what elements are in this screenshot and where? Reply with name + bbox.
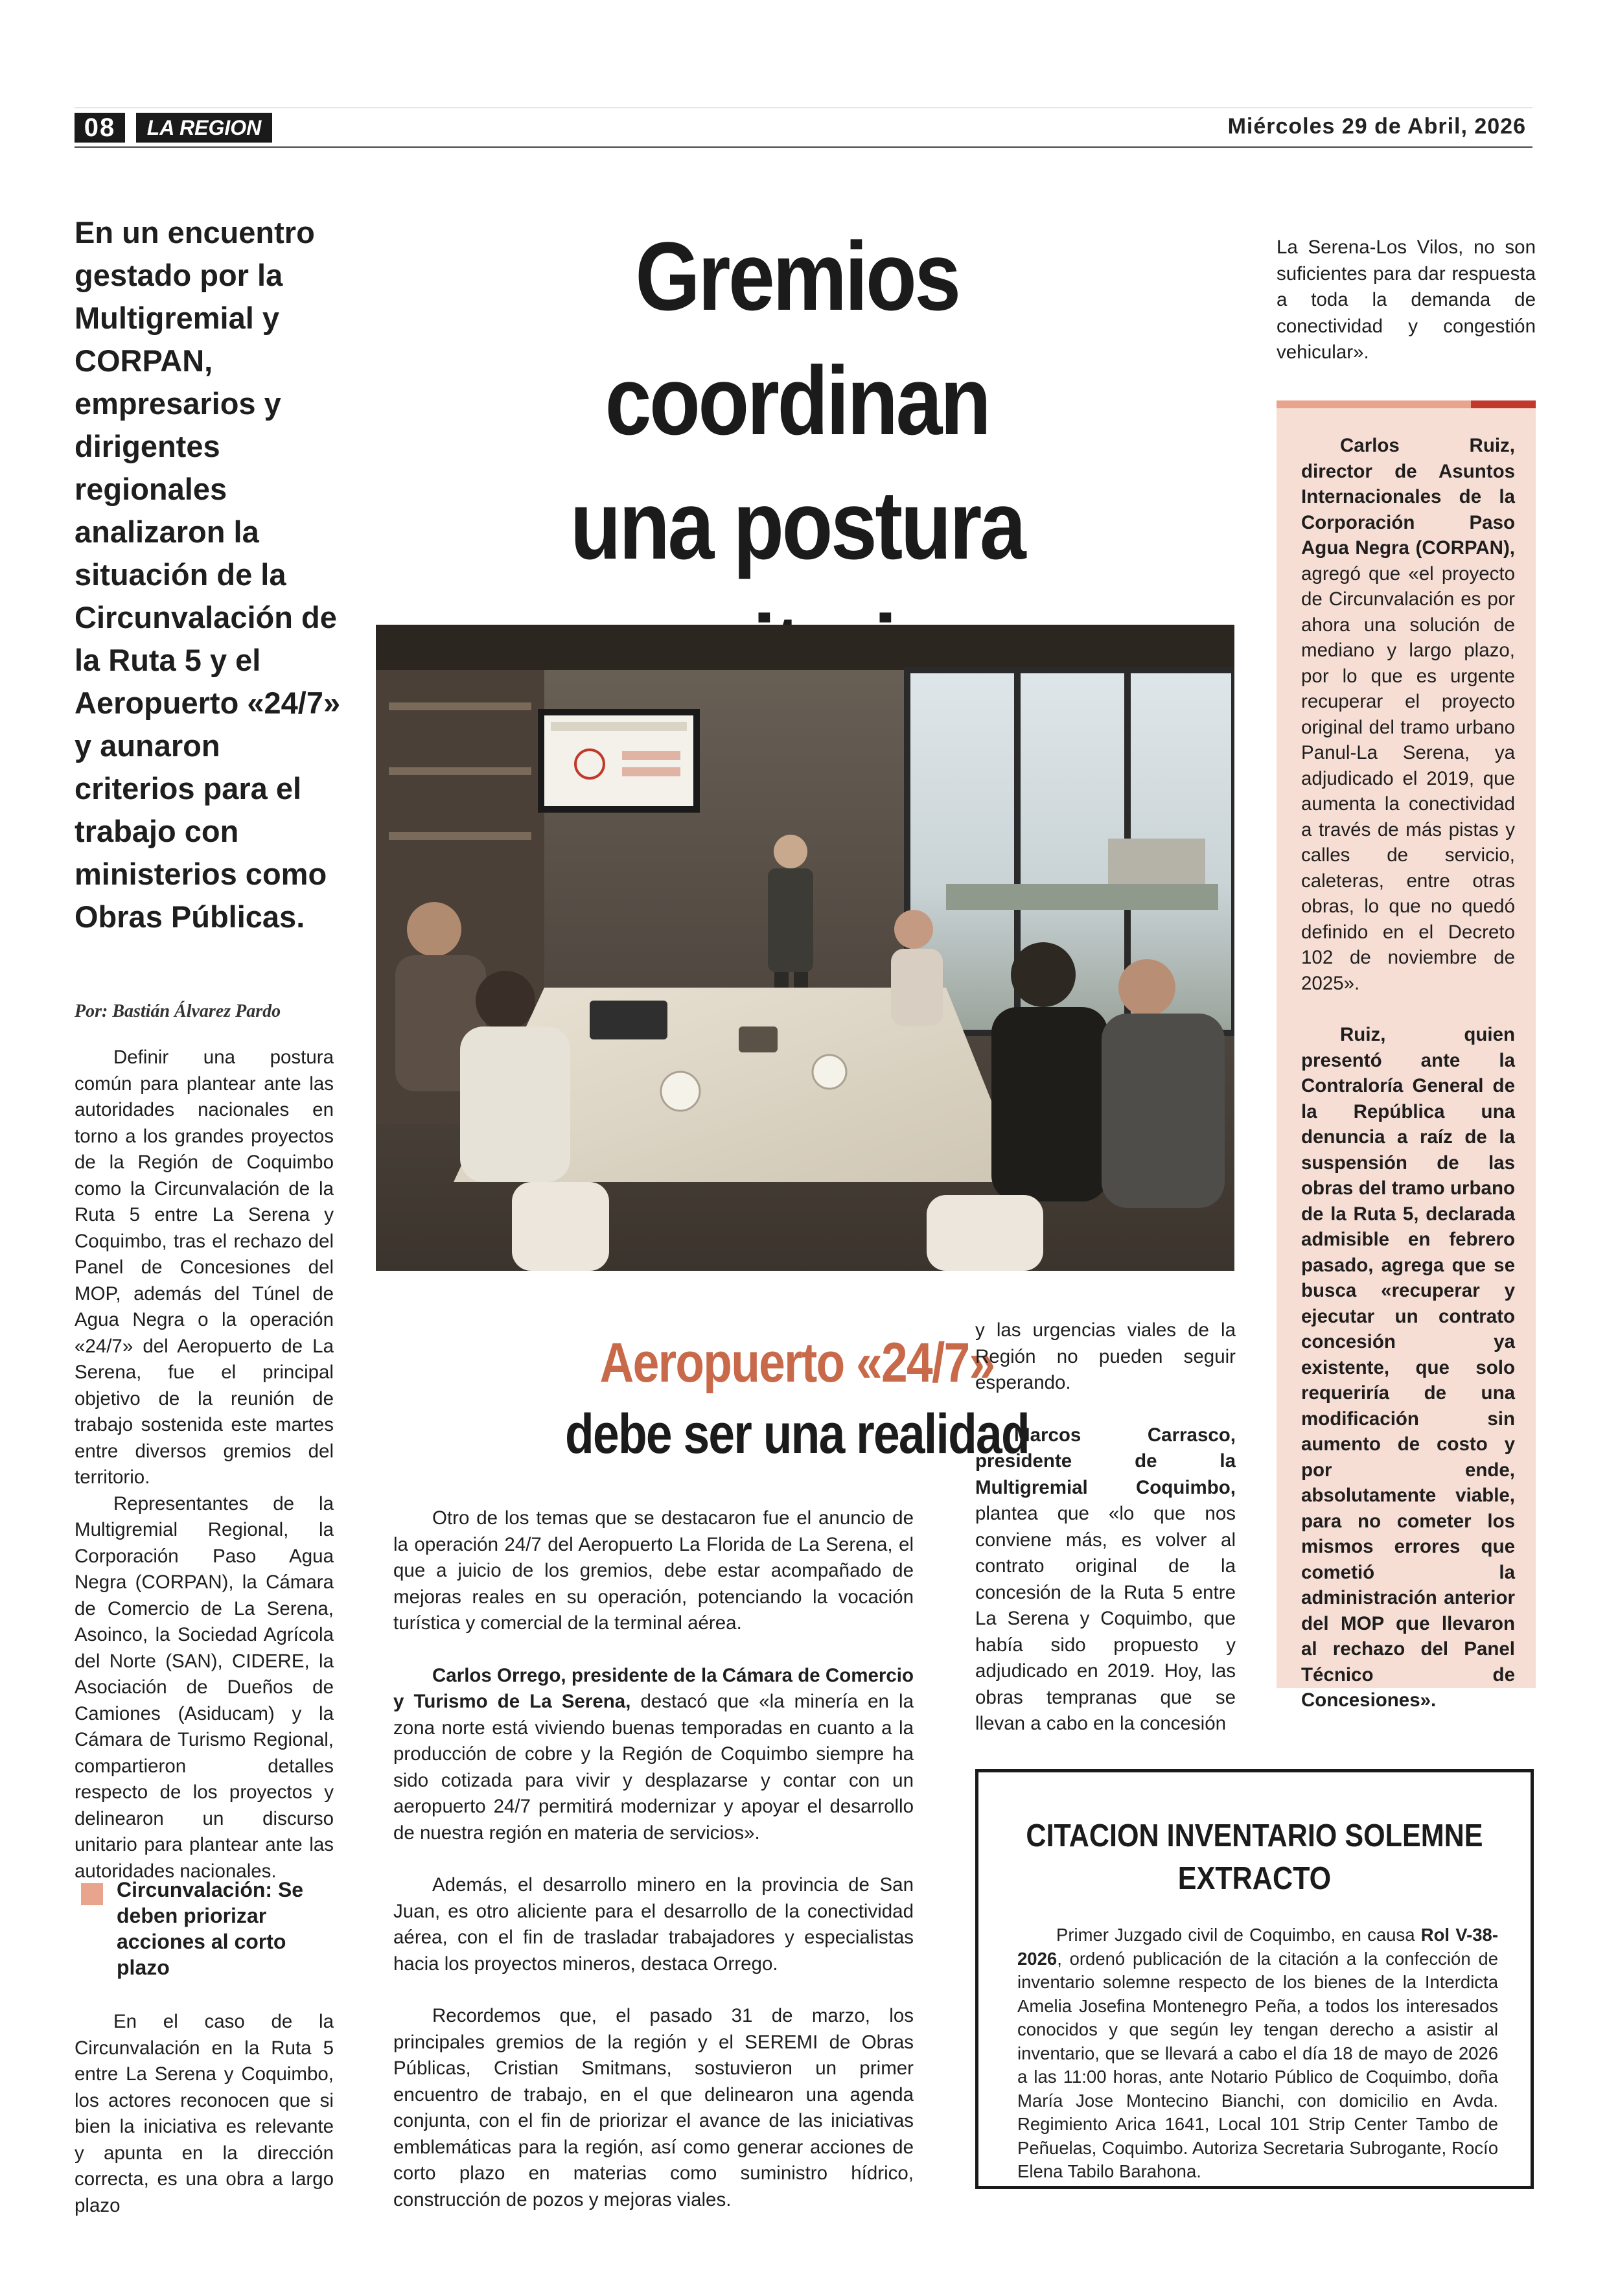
quote-text: destacó que «la minería en la zona norte está viviendo buenas temporadas en cuanto a la producción de cobre y la Región de Coquimbo siempre ha sido cotizada para vivir y desplazarse y contar con un aeropuerto 24/7 permitirá modernizar y apoyar el desarrollo de nuestra región en materia de servicios». [393, 1691, 914, 1844]
side-box-text [1301, 433, 1515, 1713]
headline-line-1: Gremios coordinan [605, 222, 989, 455]
paragraph: En el caso de la Circunvalación en la Ruta 5 entre La Serena y Coquimbo, los actores reconocen que si bien la iniciativa es relevante y apunta en la dirección correcta, es una obra a largo plazo [75, 2011, 334, 2216]
meeting-photo [376, 625, 1234, 1271]
subheadline-black: debe ser una realidad [565, 1403, 1029, 1465]
quote-text-bold: Ruiz, quien presentó ante la Contraloría General de la República una denuncia a raíz de la suspensión de las obras del tramo urbano de la Ruta 5, declarada admisible en febrero pasado, agrega que se busca «recuperar y ejecutar un contrato concesión ya existente, que solo requeriría de una modificación sin aumento de costo y por ende, absolutamente viable, para no cometer los mismos errores que cometió la administración anterior del MOP que llevaron al rechazo del Panel Técnico de Concesiones». [1301, 1024, 1515, 1711]
legal-title-line-2: EXTRACTO [1177, 1861, 1332, 1896]
quote-speaker: Carlos Orrego, presidente de la Cámara de Comercio y Turismo de La Serena, [393, 1664, 914, 1712]
legal-notice-text [1017, 1923, 1498, 2184]
byline: Por: Bastián Álvarez Pardo [75, 1001, 281, 1021]
column-1-upper [75, 1045, 334, 1884]
column-3 [975, 1317, 1236, 1737]
legal-title-line-1: CITACION INVENTARIO SOLEMNE [1026, 1818, 1483, 1853]
column-2 [393, 1505, 914, 2213]
legal-text-part: , ordenó publicación de la citación a la confección de inventario solemne respecto de los bienes de la Interdicta Amelia Josefina Montenegro Peña, a todos los interesados conocidos y que según ley tengan derecho a asistir al inventario, que se llevará a cabo el día 18 de mayo de 2026 a las 11:00 horas, ante Notario Público de Coquimbo, doña María Jose Montecino Bianchi, con domicilio en Avda. Regimiento Arica 1641, Local 101 Strip Center Tambo de Peñuelas, Coquimbo. Autoriza Secretaria Subrogante, Rocío Elena Tabilo Barahona. [1017, 1948, 1498, 2181]
paragraph: La Serena-Los Vilos, no son suficientes para dar respuesta a toda la demanda de conectividad y congestión vehicular». [1277, 237, 1536, 363]
subheadline-red: Aeropuerto «24/7» [599, 1332, 995, 1394]
paragraph: Representantes de la Multigremial Regional, la Corporación Paso Agua Negra (CORPAN), la Cámara de Comercio de La Serena, Asoinco, la Sociedad Agrícola del Norte (SAN), CIDERE, la Asociación de Dueños de Camiones (Asiducam) y la Cámara de Turismo Regional, compartieron detalles respecto de los proyectos y delinearon un discurso unitario para plantear ante las autoridades nacionales. [75, 1492, 334, 1882]
quote-text: plantea que «lo que nos conviene más, es volver al contrato original de la concesión de la Ruta 5 entre La Serena y Coquimbo, que había sido propuesto y adjudicado en 2019. Hoy, las obras tempranas que se llevan a cabo en la concesión [975, 1503, 1236, 1734]
paragraph [975, 1422, 1236, 1737]
page-number: 08 [75, 113, 125, 143]
column-4-top [1277, 235, 1536, 366]
masthead: LA REGION [136, 113, 272, 143]
paragraph: Otro de los temas que se destacaron fue el anuncio de la operación 24/7 del Aeropuerto La Florida de La Serena, el que a juicio de los gremios, debe estar acompañado de mejoras reales en su operación, potenciando la vocación turística y comercial de la terminal aérea. [393, 1507, 914, 1634]
legal-case-number: Rol V-38-2026 [1017, 1925, 1498, 1969]
photo-illustration [376, 625, 1234, 1271]
headline-line-2: una postura [570, 470, 1024, 579]
paragraph [1301, 1022, 1515, 1713]
paragraph: Recordemos que, el pasado 31 de marzo, los principales gremios de la región y el SEREMI de Obras Públicas, Cristian Smitmans, sostuvieron un primer encuentro de trabajo, en el que delinearon una agenda conjunta, con el fin de priorizar el avance de las iniciativas emblemáticas para la región, así como generar acciones de corto plazo en materias como suministro hídrico, construcción de pozos y mejoras viales. [393, 2005, 914, 2210]
header-rule [75, 146, 1532, 148]
issue-date: Miércoles 29 de Abril, 2026 [1227, 114, 1526, 139]
quote-speaker: Carlos Ruiz, director de Asuntos Internacionales de la Corporación Paso Agua Negra (CORPAN), [1301, 435, 1515, 559]
paragraph: Además, el desarrollo minero en la provincia de San Juan, es otro aliciente para el desarrollo de la conectividad aérea, con el fin de trasladar trabajadores y especialistas hacia los proyectos mineros, destaca Orrego. [393, 1874, 914, 1975]
column-1-lower [75, 2009, 334, 2219]
paragraph: Definir una postura común para plantear ante las autoridades nacionales en torno a los grandes proyectos de la Región de Coquimbo como la Circunvalación de la Ruta 5 entre La Serena y Coquimbo, tras el rechazo del Panel de Concesiones del MOP, además del Túnel de Agua Negra o la operación «24/7» del Aeropuerto de La Serena, fue el principal objetivo de la reunión de trabajo sostenida este martes entre diversos gremios del territorio. [75, 1047, 334, 1488]
legal-text-part: Primer Juzgado civil de Coquimbo, en causa [1056, 1925, 1421, 1945]
article-lead: En un encuentro gestado por la Multigremial y CORPAN, empresarios y dirigentes regionales analizaron la situación de la Circunvalación de la Ruta 5 y el Aeropuerto «24/7» y aunaron criterios para el trabajo con ministerios como Obras Públicas. [75, 215, 341, 934]
paragraph: y las urgencias viales de la Región no pueden seguir esperando. [975, 1319, 1236, 1393]
section-marker [81, 1883, 103, 1905]
paragraph [1301, 433, 1515, 996]
legal-notice-title [1012, 1815, 1497, 1900]
paragraph [1017, 1923, 1498, 2184]
paragraph [393, 1663, 914, 1847]
quote-speaker: Marcos Carrasco, presidente de la Multigremial Coquimbo, [975, 1424, 1236, 1498]
section-title: Circunvalación: Se deben priorizar acciones al corto plazo [117, 1878, 304, 1979]
side-box-rule [1277, 400, 1536, 408]
quote-text: agregó que «el proyecto de Circunvalación es por ahora una solución de mediano y largo plazo, por lo que es urgente recuperar el proyecto original del tramo urbano Panul-La Serena, ya adjudicado el 2019, que aumenta la conectividad a través de más pistas y calles de servicio, caleteras, entre otras obras, lo que no quedó definido en el Decreto 102 de noviembre de 2025». [1301, 562, 1515, 994]
